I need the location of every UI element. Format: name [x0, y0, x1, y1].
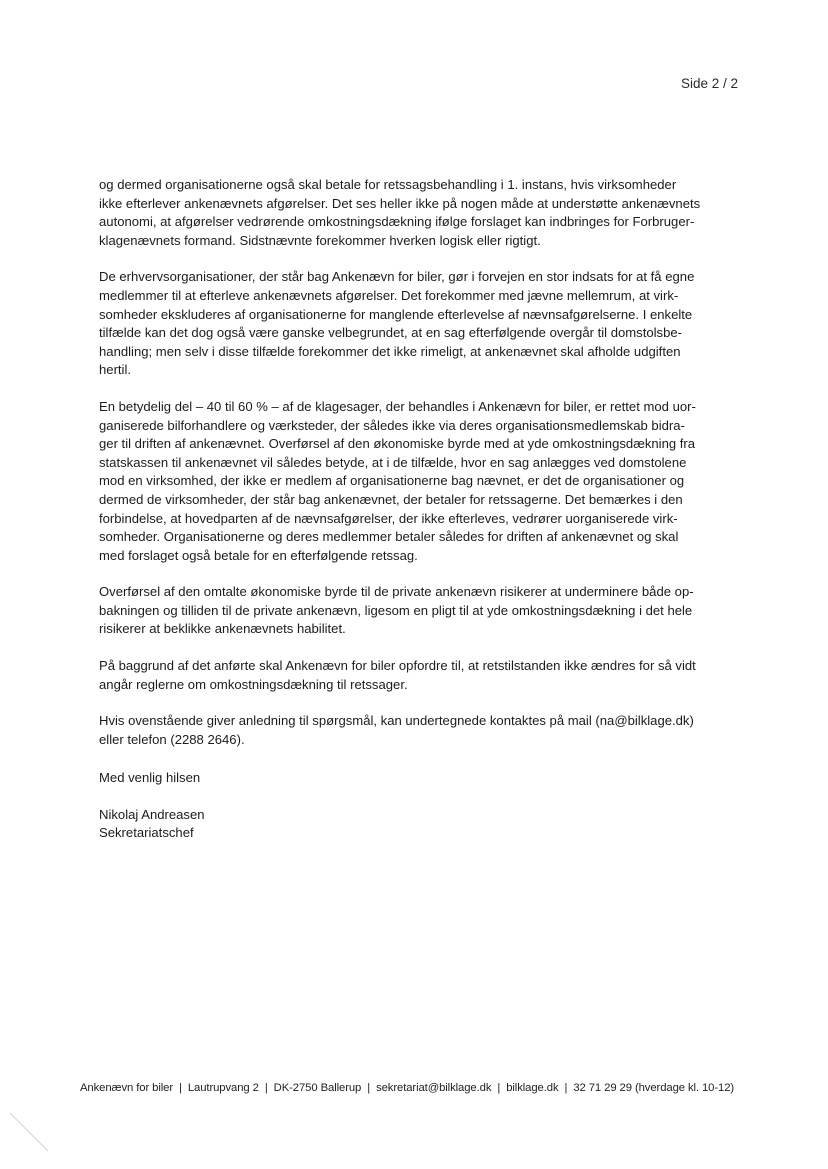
signer-title: Sekretariatschef [99, 825, 194, 841]
text-line: ger til driften af ankenævnet. Overførsel af den økonomiske byrde med at yde omkostningsdækning fra [99, 436, 696, 452]
footer-separator: | [179, 1082, 182, 1094]
text-line: handling; men selv i disse tilfælde forekommer det ikke rimeligt, at ankenævnet skal afholde udgiften [99, 343, 681, 359]
paragraph-3 [99, 398, 744, 565]
page-number: Side 2 / 2 [680, 76, 738, 91]
text-line: somheder ekskluderes af organisationerne for manglende efterlevelse af nævnsafgørelserne. I enkelte [99, 306, 693, 322]
text-line: Hvis ovenstående giver anledning til spørgsmål, kan undertegnede kontaktes på mail (na@bilklage.dk) [99, 713, 694, 729]
text-line: hertil. [99, 362, 132, 378]
footer-separator: | [564, 1082, 568, 1094]
paragraph-1 [99, 176, 744, 250]
paragraph-5 [99, 657, 744, 694]
text-line: statskassen til ankenævnet vil således betyde, at i de tilfælde, hvor en sag anlægges ved domstolene [99, 454, 687, 470]
footer-separator: | [497, 1082, 501, 1094]
text-line: ganiserede bilforhandlere og værksteder, der således ikke via deres organisationsmedlemskab bidra- [99, 417, 685, 433]
footer-website: bilklage.dk [506, 1082, 559, 1094]
text-line: dermed de virksomheder, der står bag ankenævnet, der betaler for retssagerne. Det bemærkes i den [99, 491, 683, 507]
text-line: mod en virksomhed, der ikke er medlem af organisationerne bag nævnet, er det de organisationer og [99, 473, 685, 489]
footer-separator: | [264, 1082, 268, 1094]
text-line: medlemmer til at efterleve ankenævnets afgørelser. Det forekommer med jævne mellemrum, at virk- [99, 287, 679, 303]
closing-greeting: Med venlig hilsen [99, 770, 201, 785]
text-line: tilfælde kan det dog også være ganske velbegrundet, at en sag efterfølgende overgår til domstolsbe- [99, 325, 683, 341]
letter-body [99, 176, 744, 767]
footer-email: sekretariat@bilklage.dk [376, 1082, 492, 1094]
paragraph-2 [99, 268, 744, 380]
text-line: ikke efterlever ankenævnets afgørelser. Det ses heller ikke på nogen måde at understøtte ankenævnets [99, 195, 701, 211]
paragraph-4 [99, 583, 744, 639]
signer-name: Nikolaj Andreasen [99, 806, 205, 822]
text-line: Overførsel af den omtalte økonomiske byrde til de private ankenævn risikerer at underminere både op- [99, 584, 694, 600]
text-line: og dermed organisationerne også skal betale for retssagsbehandling i 1. instans, hvis virksomheder [99, 177, 677, 192]
text-line: somheder. Organisationerne og deres medlemmer betaler således for driften af ankenævnet og skal [99, 529, 679, 545]
letter-closing [99, 769, 205, 843]
text-line: autonomi, at afgørelser vedrørende omkostningsdækning ifølge forslaget kan indbringes for Forbruger- [99, 214, 695, 230]
scan-artifact-mark [6, 1103, 66, 1163]
text-line: På baggrund af det anførte skal Ankenævn for biler opfordre til, at retstilstanden ikke ændres for så vidt [99, 658, 696, 674]
text-line: med forslaget også betale for en efterfølgende retssag. [99, 547, 418, 563]
text-line: De erhvervsorganisationer, der står bag Ankenævn for biler, gør i forvejen en stor indsats for at få egne [99, 269, 695, 285]
text-line: En betydelig del – 40 til 60 % – af de klagesager, der behandles i Ankenævn for biler, er rettet mod uor- [99, 398, 696, 414]
footer-separator: | [367, 1082, 371, 1094]
footer-phone: 32 71 29 29 (hverdage kl. 10-12) [573, 1082, 735, 1094]
text-line: klagenævnets formand. Sidstnævnte forekommer hverken logisk eller rigtigt. [99, 232, 541, 248]
text-line: angår reglerne om omkostningsdækning til retssager. [99, 676, 408, 692]
text-line: risikerer at beklikke ankenævnets habilitet. [99, 621, 346, 637]
footer-city: DK-2750 Ballerup [273, 1082, 362, 1094]
text-line: forbindelse, at hovedparten af de nævnsafgørelser, der ikke efterleves, vedrører uorganiserede virk- [99, 510, 678, 526]
footer-organisation: Ankenævn for biler [80, 1082, 174, 1094]
footer-address: Lautrupvang 2 [187, 1082, 259, 1094]
paragraph-6 [99, 712, 744, 749]
closing-gap [99, 788, 205, 806]
letter-footer [80, 1082, 770, 1094]
text-line: bakningen og tilliden til de private ankenævn, ligesom en pligt til at yde omkostningsdækning i det hele [99, 602, 693, 618]
text-line: eller telefon (2288 2646). [99, 731, 245, 747]
